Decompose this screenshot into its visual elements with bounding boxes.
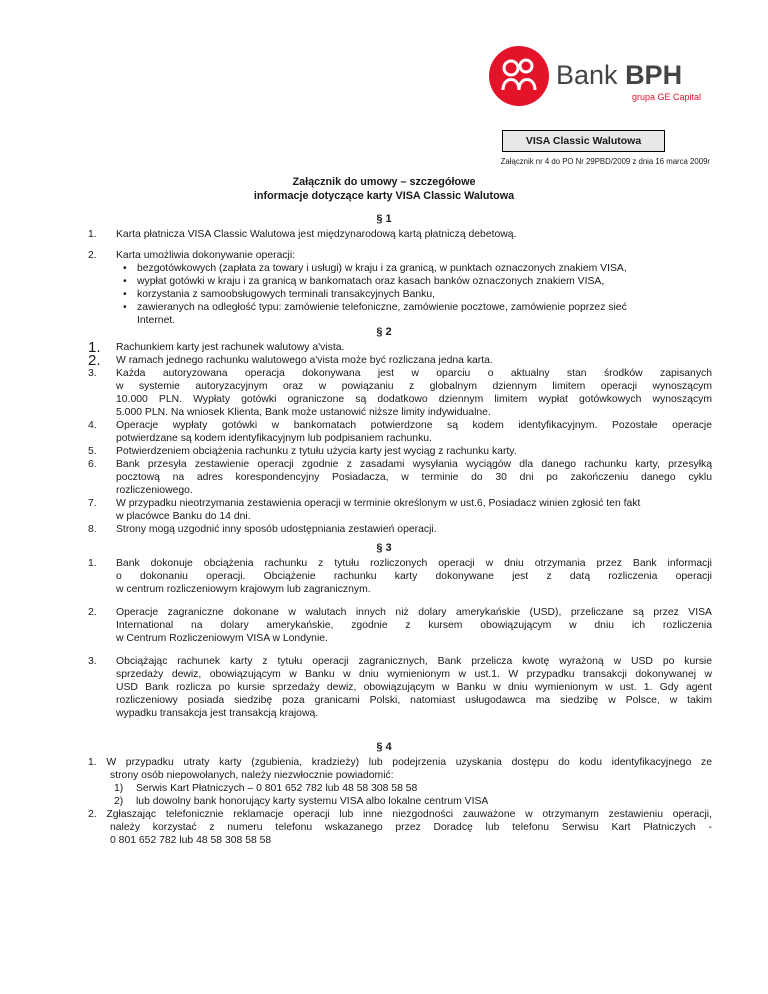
- item-text-line: w placówce Banku do 14 dni.: [116, 511, 251, 522]
- item-number: 3.: [88, 656, 97, 667]
- sub-item-text: Serwis Kart Płatniczych – 0 801 652 782 lub 48 58 308 58 58: [136, 783, 418, 794]
- section-1-heading: § 1: [376, 213, 392, 225]
- section-4-heading: § 4: [376, 741, 392, 753]
- item-text-line: Obciążając rachunek karty z tytułu operacji zagranicznych, Bank przelicza kwotę wyrażoną w USD po kursie: [116, 656, 712, 667]
- bank-logo-mark: [489, 46, 549, 106]
- document-title-line2: informacje dotyczące karty VISA Classic Walutowa: [253, 190, 515, 202]
- item-text-line: w systemie autoryzacyjnym oraz w powiązaniu z globalnym dziennym limitem operacji wynoszącym: [116, 381, 712, 392]
- list-item: [88, 497, 712, 523]
- item-number: 3.: [88, 368, 97, 379]
- section-2-heading: § 2: [376, 326, 392, 338]
- list-item: [88, 523, 712, 536]
- bank-logo-icon: [489, 46, 549, 106]
- s1-item-text: Karta płatnicza VISA Classic Walutowa jest międzynarodową kartą płatniczą debetową.: [116, 229, 517, 240]
- item-text-line: rozliczeniowy posiada siedzibę poza granicami Polski, natomiast usługodawca ma siedzibę w Polsce, w takim: [116, 695, 712, 706]
- item-text-line: 1. W przypadku utraty karty (zgubienia, kradzieży) lub podejrzenia uzyskania dostępu do kodu identyfikacyjnego ze: [88, 757, 712, 768]
- sub-item-number: 2): [114, 796, 124, 807]
- item-number: 6.: [88, 459, 97, 470]
- item-number: 8.: [88, 524, 97, 535]
- s1-item-number: 2.: [88, 250, 97, 261]
- item-text-line: USD Bank rozlicza po kursie sprzedaży dewiz, obowiązującym w Banku w dniu wymienionym w ust. 1. Gdy agent: [116, 682, 712, 693]
- list-item-continuation: Internet.: [137, 315, 176, 326]
- product-name-box: VISA Classic Walutowa: [502, 130, 665, 152]
- item-text-line: sprzedaży dewiz, obowiązującym w Banku w dniu wymienionym w ust.1. W przypadku transakcji dokonywanej w: [116, 669, 712, 680]
- item-text-line: 2. Zgłaszając telefonicznie reklamacje operacji lub inne niezgodności zauważone w otrzymanym zestawieniu operacji,: [88, 809, 712, 820]
- item-text-line: pocztową na adres korespondencyjny Posiadacza, w terminie do 30 dni po zakończeniu danego cyklu: [116, 472, 712, 483]
- list-item: [88, 367, 712, 419]
- list-item: • bezgotówkowych (zapłata za towary i usługi) w kraju i za granicą, w punktach oznaczonych znakiem VISA,: [137, 262, 712, 275]
- item-text-line: Strony mogą uzgodnić inny sposób udostępniania zestawień operacji.: [116, 524, 437, 535]
- bank-logo-subtitle: grupa GE Capital: [632, 92, 702, 102]
- bank-logo-text: Bank BPH: [556, 60, 683, 90]
- section-2-list: [88, 341, 712, 536]
- item-text-line: 0 801 652 782 lub 48 58 308 58 58: [110, 835, 272, 846]
- list-item: • wypłat gotówki w kraju i za granicą w bankomatach oraz kasach banków oznaczonych znakiem VISA,: [137, 275, 712, 288]
- item-text-line: 10.000 PLN. Wypłaty gotówki ograniczone są dodatkowo dziennym limitem wypłat gotówkowych wynoszącym: [116, 394, 712, 405]
- item-text-line: 5.000 PLN. Na wniosek Klienta, Bank może ustanowić niższe limity indywidualne.: [116, 407, 491, 418]
- list-item: [88, 458, 712, 497]
- document-title-line1: Załącznik do umowy – szczegółowe: [292, 176, 476, 188]
- section-3-item: [88, 557, 712, 596]
- sub-item-number: 1): [114, 783, 124, 794]
- item-text-line: w centrum rozliczeniowym krajowym lub zagranicznym.: [116, 584, 371, 595]
- item-number: 7.: [88, 498, 97, 509]
- section-4-item: [88, 756, 712, 847]
- s1-item-number: 1.: [88, 229, 97, 240]
- item-number: 2.: [88, 352, 101, 369]
- item-text-line: International na dolary amerykańskie, zgodnie z kursem obowiązującym w dniu ich rozliczenia: [116, 620, 712, 631]
- item-text-line: Potwierdzeniem obciążenia rachunku z tytułu użycia karty jest wyciąg z rachunku karty.: [116, 446, 517, 457]
- section-3-item: [88, 606, 712, 645]
- item-text-line: W przypadku nieotrzymania zestawienia operacji w terminie określonym w ust.6, Posiadacz winien zgłosić ten fakt: [116, 498, 641, 509]
- list-item: • zawieranych na odległość typu: zamówienie telefoniczne, zamówienie pocztowe, zamówienie poprzez sieć: [137, 301, 712, 314]
- item-text: W ramach jednego rachunku walutowego a'vista może być rozliczana jedna karta.: [116, 355, 493, 366]
- operations-bullet-list: [137, 262, 712, 314]
- item-text-line: rozliczeniowego.: [116, 485, 193, 496]
- list-item: [88, 445, 712, 458]
- sub-item-text: lub dowolny bank honorujący karty systemu VISA albo lokalne centrum VISA: [136, 796, 489, 807]
- item-text-line: należy korzystać z numeru telefonu wskazanego przez Doradcę lub telefonu Serwisu Kart Płatniczych -: [110, 822, 712, 833]
- section-3-item: [88, 655, 712, 720]
- s1-item-text: Karta umożliwia dokonywanie operacji:: [116, 250, 296, 261]
- item-text-line: Każda autoryzowana operacja dokonywana jest w oparciu o aktualny stan środków zapisanych: [116, 368, 712, 379]
- item-number: 4.: [88, 420, 97, 431]
- item-text-line: potwierdzane są kodem identyfikacyjnym lub podpisaniem rachunku.: [116, 433, 432, 444]
- item-text-line: Bank dokonuje obciążenia rachunku z tytułu rozliczonych operacji w dniu otrzymania przez Bank informacji: [116, 558, 712, 569]
- list-item: • korzystania z samoobsługowych terminali transakcyjnych Banku,: [137, 288, 712, 301]
- list-item: [88, 341, 712, 354]
- item-number: 2.: [88, 607, 97, 618]
- section-3-heading: § 3: [376, 542, 392, 554]
- item-number: 1.: [88, 339, 101, 356]
- item-text-line: w Centrum Rozliczeniowym VISA w Londynie.: [116, 633, 328, 644]
- item-text-line: Operacje wypłaty gotówki w bankomatach potwierdzone są kodem identyfikacyjnym. Pozostałe operacje: [116, 420, 712, 431]
- item-text-line: wypadku transakcja jest transakcją krajową.: [116, 708, 319, 719]
- list-item: [88, 795, 712, 808]
- item-number: 5.: [88, 446, 97, 457]
- list-item: [88, 782, 712, 795]
- item-text-line: Bank przesyła zestawienie operacji zgodnie z zasadami wysyłania wyciągów dla danego rachunku karty, przesyłką: [116, 459, 712, 470]
- list-item: [88, 354, 712, 367]
- item-text-line: strony osób niepowołanych, należy niezwłocznie powiadomić:: [110, 770, 394, 781]
- item-text-line: o dokonaniu operacji. Obciążenie rachunku karty dokonywane jest z datą rozliczenia operacji: [116, 571, 712, 582]
- list-item: [88, 419, 712, 445]
- item-text-line: Operacje zagraniczne dokonane w walutach innych niż dolary amerykańskie (USD), przeliczane są przez VISA: [116, 607, 712, 618]
- item-text: Rachunkiem karty jest rachunek walutowy a'vista.: [116, 342, 345, 353]
- reference-line: Załącznik nr 4 do PO Nr 29PBD/2009 z dnia 16 marca 2009r: [500, 157, 710, 166]
- item-number: 1.: [88, 558, 97, 569]
